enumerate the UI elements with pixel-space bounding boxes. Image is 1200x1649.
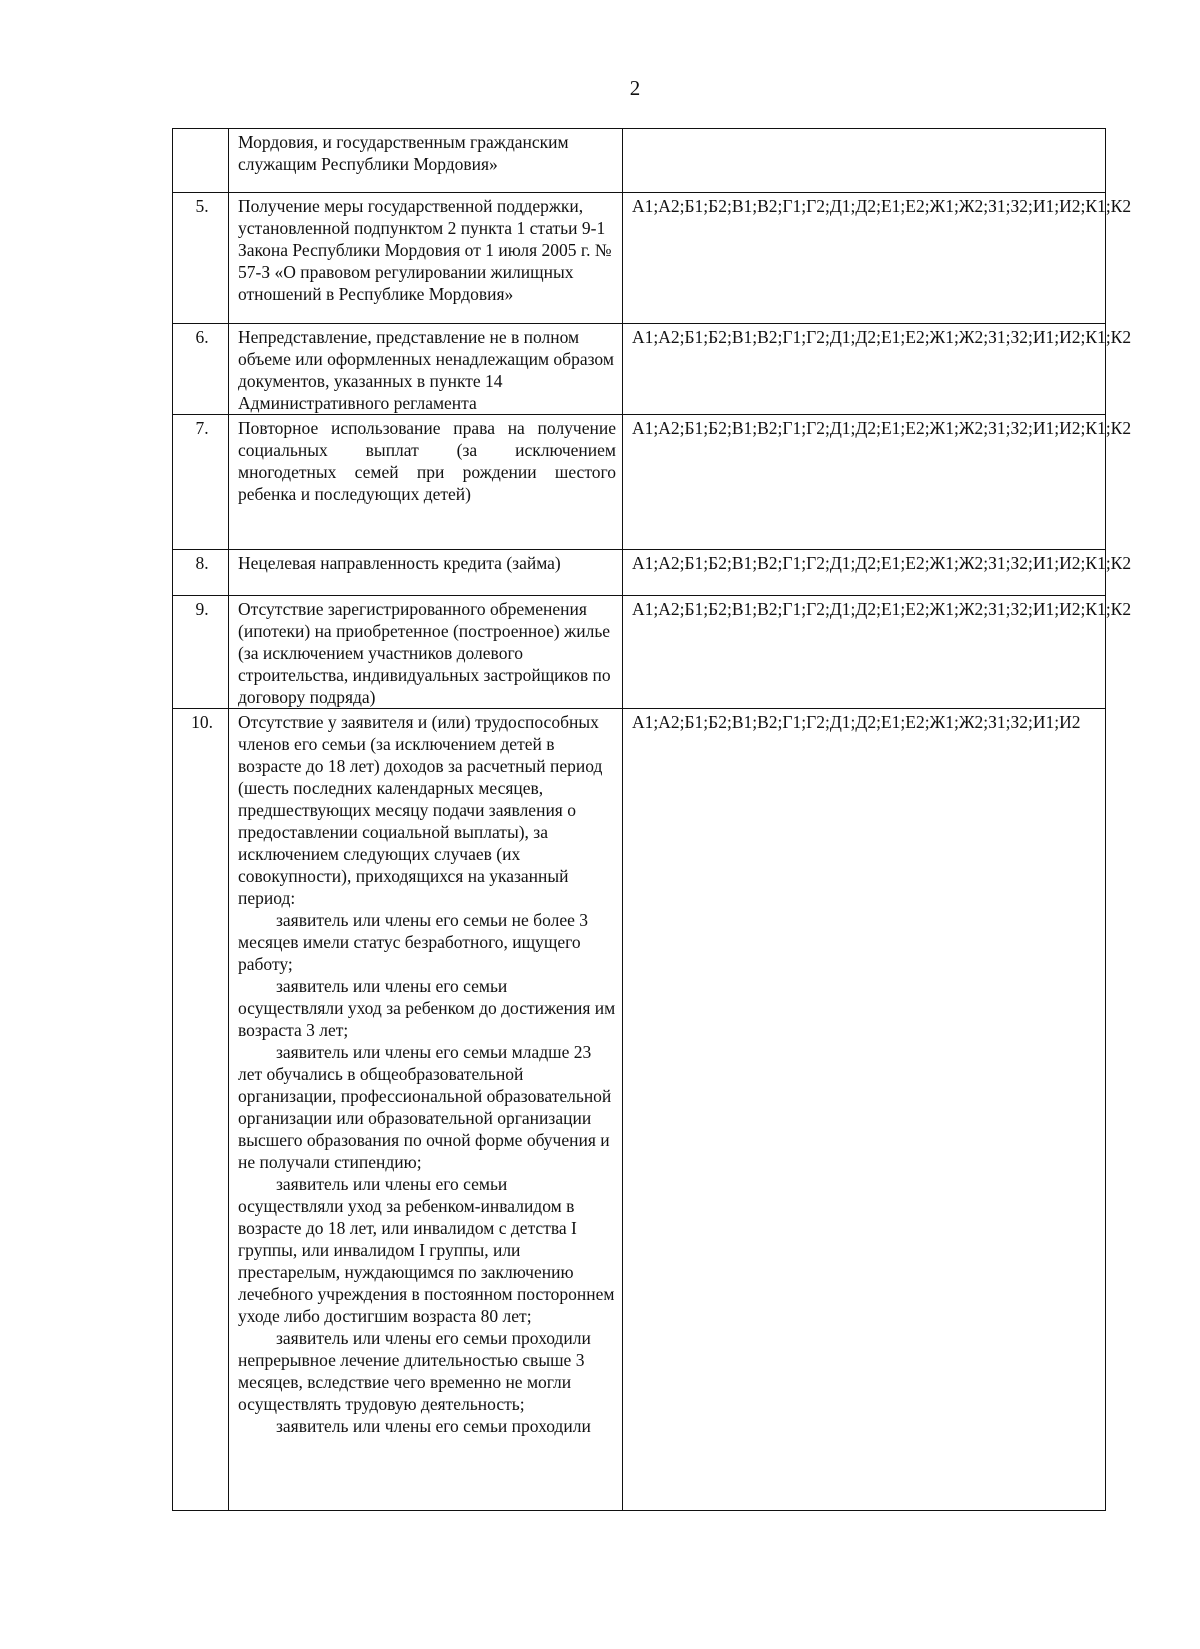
row-paragraph: заявитель или члены его семьи младше 23 лет обучались в общеобразовательной организации, профессиональной образовательной организации или образовательной организации высшего образования по очной форме обучения и не получали стипендию;: [238, 1042, 612, 1172]
row-codes: А1;А2;Б1;Б2;В1;В2;Г1;Г2;Д1;Д2;Е1;Е2;Ж1;Ж2;З1;З2;И1;И2;К1;К2: [623, 324, 1106, 415]
table-row: [173, 324, 1106, 415]
table-row: [173, 596, 1106, 709]
page-number: 2: [629, 76, 641, 100]
row-number: 6.: [173, 324, 229, 415]
row-paragraph: заявитель или члены его семьи проходили непрерывное лечение длительностью свыше 3 месяцев, вследствие чего временно не могли осуществлять трудовую деятельность;: [238, 1328, 591, 1414]
table-row: [173, 709, 1106, 1511]
row-description: [229, 596, 623, 709]
grounds-table: [172, 128, 1132, 1511]
table-row: [173, 193, 1106, 324]
row-codes: А1;А2;Б1;Б2;В1;В2;Г1;Г2;Д1;Д2;Е1;Е2;Ж1;Ж2;З1;З2;И1;И2;К1;К2: [623, 193, 1106, 324]
row-number: 9.: [173, 596, 229, 709]
row-paragraph: Нецелевая направленность кредита (займа): [238, 553, 561, 573]
row-paragraph: заявитель или члены его семьи проходили: [276, 1416, 591, 1436]
row-codes: А1;А2;Б1;Б2;В1;В2;Г1;Г2;Д1;Д2;Е1;Е2;Ж1;Ж2;З1;З2;И1;И2;К1;К2: [623, 415, 1106, 550]
table-row: [173, 129, 1106, 193]
row-paragraph: Отсутствие зарегистрированного обременения (ипотеки) на приобретенное (построенное) жилье (за исключением участников долевого строительства, индивидуальных застройщиков по договору подряда): [238, 599, 611, 707]
row-paragraph: Повторное использование права на получение социальных выплат (за исключением многодетных семей при рождении шестого ребенка и последующих детей): [238, 418, 616, 504]
row-number: 7.: [173, 415, 229, 550]
table-row: [173, 415, 1106, 550]
row-codes: А1;А2;Б1;Б2;В1;В2;Г1;Г2;Д1;Д2;Е1;Е2;Ж1;Ж2;З1;З2;И1;И2;К1;К2: [623, 550, 1106, 596]
row-paragraph: Получение меры государственной поддержки, установленной подпунктом 2 пункта 1 статьи 9-1 Закона Республики Мордовия от 1 июля 2005 г. № 57-З «О правовом регулировании жилищных отношений в Республике Мордовия»: [238, 196, 612, 304]
row-number: [173, 129, 229, 193]
row-paragraph: заявитель или члены его семьи осуществляли уход за ребенком-инвалидом в возрасте до 18 лет, или инвалидом с детства I группы, или инвалидом I группы, или престарелым, нуждающимся по заключению лечебного учреждения в постоянном постороннем уходе либо достигшим возраста 80 лет;: [238, 1174, 615, 1326]
row-paragraph: Отсутствие у заявителя и (или) трудоспособных членов его семьи (за исключением детей в возрасте до 18 лет) доходов за расчетный период (шесть последних календарных месяцев, предшествующих месяцу подачи заявления о предоставлении социальной выплаты), за исключением следующих случаев (их совокупности), приходящихся на указанный период:: [238, 712, 603, 908]
row-description: [229, 709, 623, 1511]
row-description: [229, 129, 623, 193]
row-codes: А1;А2;Б1;Б2;В1;В2;Г1;Г2;Д1;Д2;Е1;Е2;Ж1;Ж2;З1;З2;И1;И2: [623, 709, 1106, 1511]
row-number: 8.: [173, 550, 229, 596]
row-paragraph: заявитель или члены его семьи осуществляли уход за ребенком до достижения им возраста 3 лет;: [238, 976, 616, 1040]
row-description: [229, 324, 623, 415]
row-paragraph: заявитель или члены его семьи не более 3 месяцев имели статус безработного, ищущего работу;: [238, 910, 589, 974]
row-description: [229, 550, 623, 596]
row-codes: А1;А2;Б1;Б2;В1;В2;Г1;Г2;Д1;Д2;Е1;Е2;Ж1;Ж2;З1;З2;И1;И2;К1;К2: [623, 596, 1106, 709]
row-number: 5.: [173, 193, 229, 324]
row-paragraph: Непредставление, представление не в полном объеме или оформленных ненадлежащим образом документов, указанных в пункте 14 Административного регламента: [238, 327, 614, 413]
row-description: [229, 415, 623, 550]
table-row: [173, 550, 1106, 596]
row-description: [229, 193, 623, 324]
row-codes: [623, 129, 1106, 193]
row-number: 10.: [173, 709, 229, 1511]
row-paragraph: Мордовия, и государственным гражданским служащим Республики Мордовия»: [238, 132, 569, 174]
